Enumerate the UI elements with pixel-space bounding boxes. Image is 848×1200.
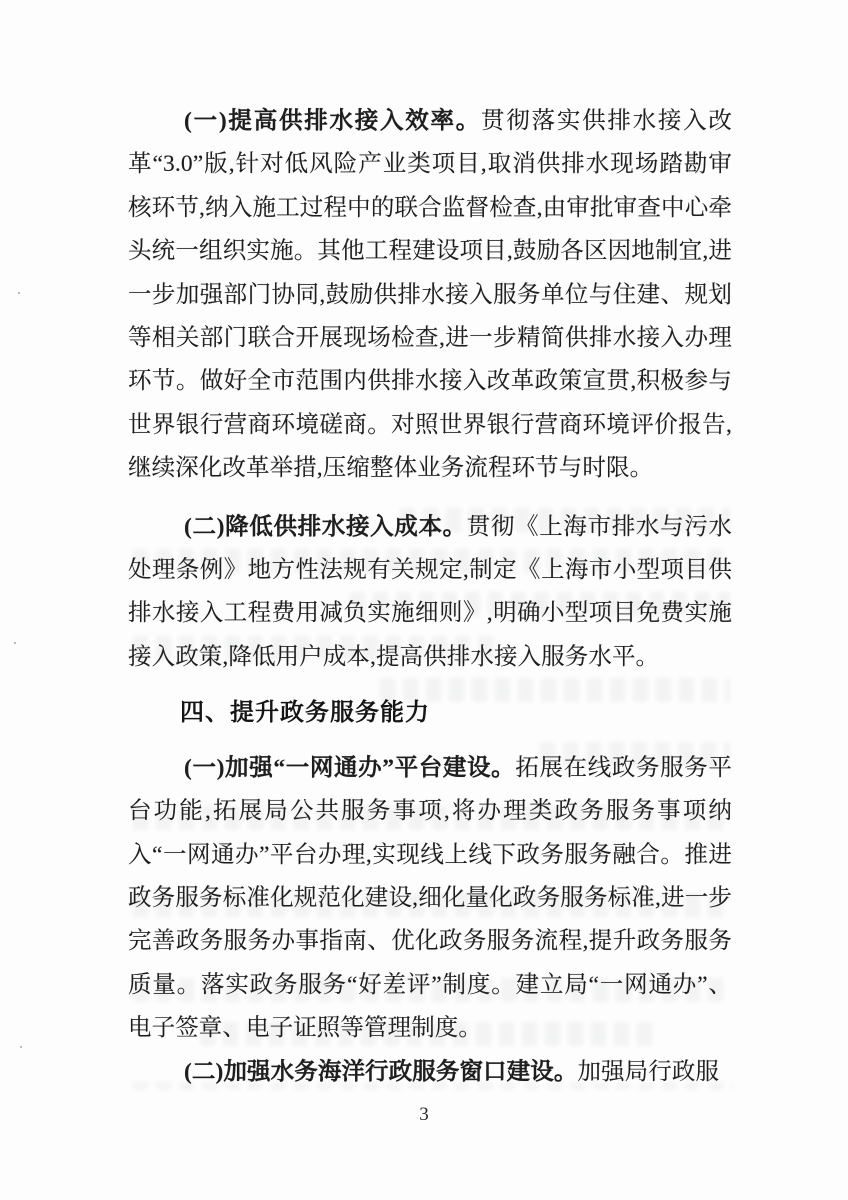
paragraph-text: 贯彻落实供排水接入改革“3.0”版,针对低风险产业类项目,取消供排水现场踏勘审核环节,纳入施工过程中的联合监督检查,由审批审查中心牵头统一组织实施。其他工程建设项目,鼓励各区因地制宜,进一步加强部门协同,鼓励供排水接入服务单位与住建、规划等相关部门联合开展现场检查,进一步精简供排水接入办理环节。做好全市范围内供排水接入改革政策宣贯,积极参与世界银行营商环境磋商。对照世界银行营商环境评价报告,继续深化改革举措,压缩整体业务流程环节与时限。 [128,108,732,482]
paragraph-lead: (二)降低供排水接入成本。 [184,513,467,540]
paragraph-service-window [128,1051,732,1094]
paragraph-lead: (一)加强“一网通办”平台建设。 [184,754,516,781]
paragraph-text: 贯彻《上海市排水与污水处理条例》地方性法规有关规定,制定《上海市小型项目供排水接入工程费用减负实施细则》,明确小型项目免费实施接入政策,降低用户成本,提高供排水接入服务水平。 [128,513,732,670]
scan-speck [14,642,16,644]
document-body [128,100,732,1094]
paragraph-online-platform [128,747,732,1051]
page-number: 3 [419,1104,429,1125]
paragraph-text: 拓展在线政务服务平台功能,拓展局公共服务事项,将办理类政务服务事项纳入“一网通办”平台办理,实现线上线下政务服务融合。推进政务服务标准化规范化建设,细化量化政务服务标准,进一步完善政务服务办事指南、优化政务服务流程,提升政务服务质量。落实政务服务“好差评”制度。建立局“一网通办”、电子签章、电子证照等管理制度。 [128,754,732,1042]
paragraph-lead: (二)加强水务海洋行政服务窗口建设。 [184,1058,578,1085]
scan-speck [18,292,20,294]
scan-speck [20,1046,22,1048]
paragraph-text: 加强局行政服 [577,1058,720,1085]
paragraph-lead: (一)提高供排水接入效率。 [184,108,482,134]
paragraph-improve-connection-efficiency [128,100,732,491]
section-heading-government-services: 四、提升政务服务能力 [180,699,430,727]
paragraph-reduce-connection-cost [128,506,732,680]
